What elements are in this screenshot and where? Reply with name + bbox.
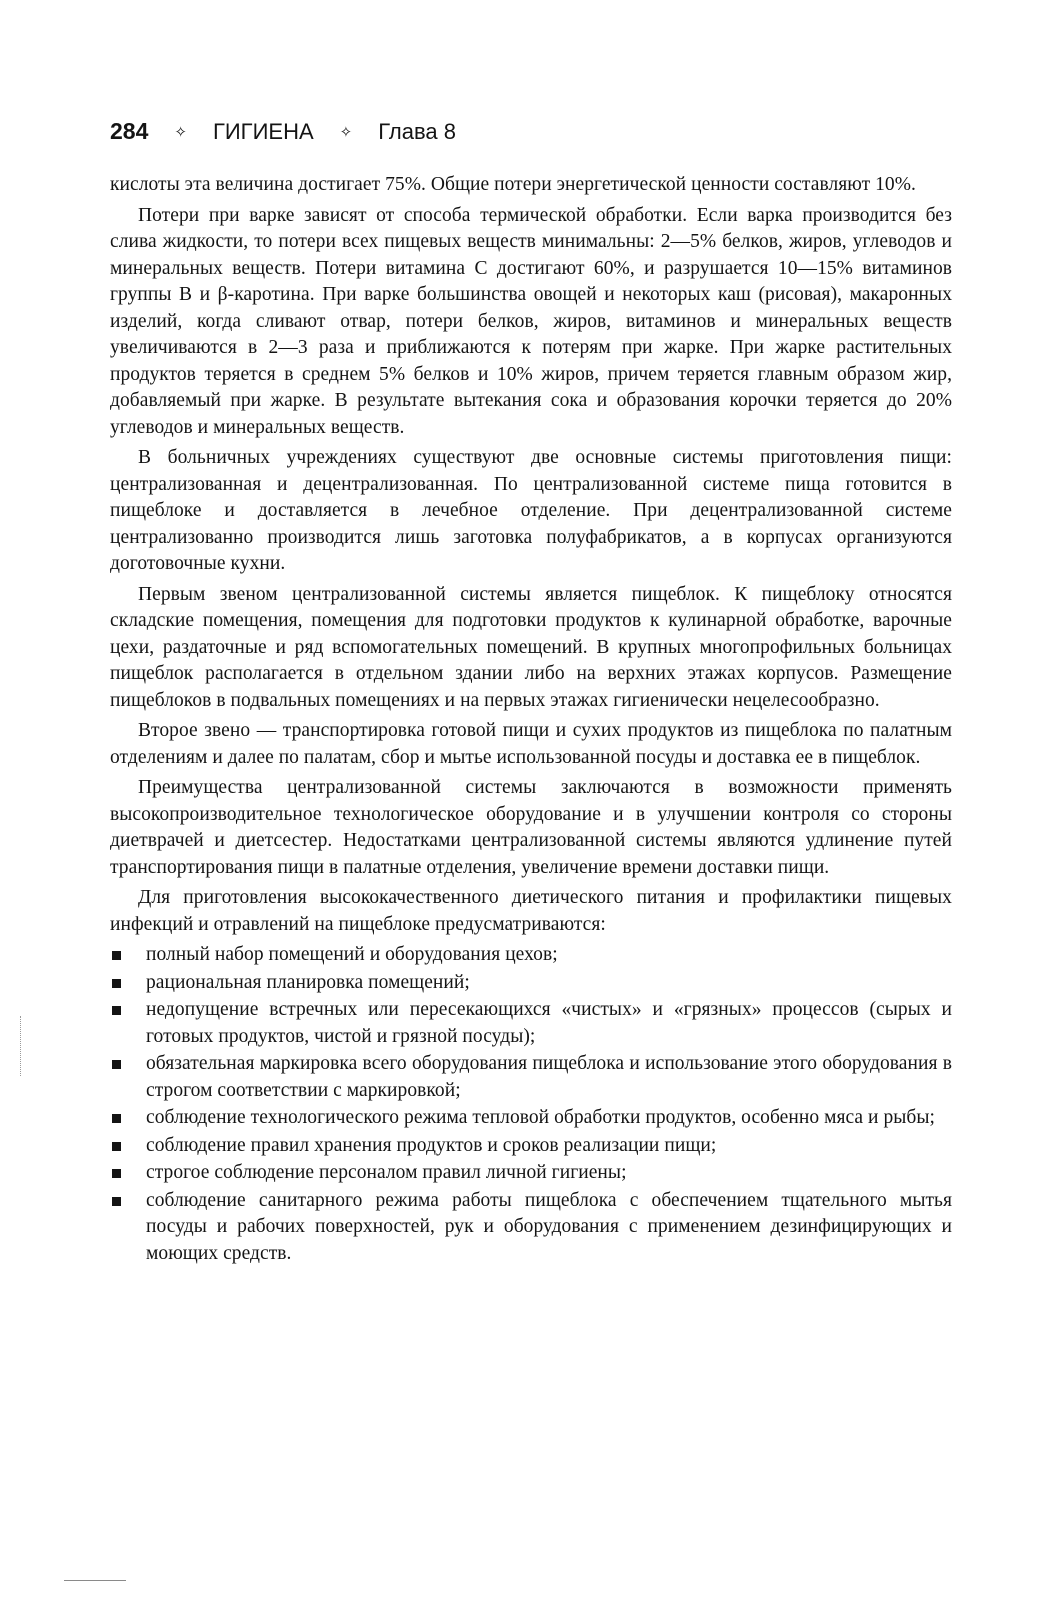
running-head	[110, 118, 952, 158]
list-item-text: рациональная планировка помещений;	[146, 971, 470, 993]
paragraph: Первым звеном централизованной системы является пищеблок. К пищеблоку относятся складские помещения, помещения для подготовки продуктов к кулинарной обработке, варочные цехи, раздаточные и ряд вспомогательных помещений. В крупных многопрофильных больницах пищеблок располагается в отдельном здании либо на верхних этажах корпусов. Размещение пищеблоков в подвальных помещениях и на первых этажах гигиенически нецелесообразно.	[110, 583, 952, 711]
book-page	[110, 118, 952, 1268]
bullet-icon	[112, 1006, 121, 1015]
list-item-text: соблюдение санитарного режима работы пищеблока с обеспечением тщательного мытья посуды и рабочих поверхностей, рук и оборудования с применением дезинфицирующих и моющих средств.	[146, 1189, 952, 1264]
list-item-text: обязательная маркировка всего оборудования пищеблока и использование этого оборудования в строгом соответствии с маркировкой;	[146, 1053, 952, 1101]
paragraph: Преимущества централизованной системы заключаются в возможности применять высокопроизводительное технологическое оборудование и в улучшении контроля со стороны диетврачей и диетсестер. Недостатками централизованной системы являются удлинение путей транспортирования пищи в палатные отделения, увеличение времени доставки пищи.	[110, 777, 952, 878]
list-item	[110, 1160, 952, 1187]
scan-bottom-mark	[64, 1580, 126, 1581]
bullet-icon	[112, 979, 121, 988]
paragraph: Второе звено — транспортировка готовой пищи и сухих продуктов из пищеблока по палатным отделениям и далее по палатам, сбор и мытье использованной посуды и доставка ее в пищеблок.	[110, 720, 952, 768]
list-item	[110, 970, 952, 997]
bullet-icon	[112, 1060, 121, 1069]
list-item-text: недопущение встречных или пересекающихся «чистых» и «грязных» процессов (сырых и готовых продуктов, чистой и грязной посуды);	[146, 999, 952, 1047]
paragraph: В больничных учреждениях существуют две основные системы приготовления пищи: централизованная и децентрализованная. По централизованной системе пища готовится в пищеблоке и доставляется в лечебное отделение. При децентрализованной системе централизованно производится лишь заготовка полуфабрикатов, а в корпусах организуются доготовочные кухни.	[110, 447, 952, 574]
list-item	[110, 1051, 952, 1104]
page-number: 284	[110, 118, 149, 144]
bullet-icon	[112, 1114, 121, 1123]
list-item	[110, 1105, 952, 1132]
bullet-icon	[112, 1197, 121, 1206]
book-title: ГИГИЕНА	[212, 119, 314, 144]
list-item-text: соблюдение технологического режима тепловой обработки продуктов, особенно мяса и рыбы;	[146, 1107, 936, 1128]
paragraph: Потери при варке зависят от способа термической обработки. Если варка производится без слива жидкости, то потери всех пищевых веществ минимальны: 2—5% белков, жиров, углеводов и минеральных веществ. Потери витамина С достигают 60%, и разрушается 10—15% витаминов группы В и β-каротина. При варке большинства овощей и некоторых каш (рисовая), макаронных изделий, когда сливают отвар, потери белков, жиров, витаминов и минеральных веществ увеличиваются в 2—3 раза и приближаются к потерям при жарке. При жарке растительных продуктов теряется в среднем 5% белков и 10% жиров, причем теряется главным образом жир, добавляемый при жарке. В результате вытекания сока и образования корочки теряется до 20% углеводов и минеральных веществ.	[110, 204, 952, 438]
ornament-icon: ✧	[174, 124, 187, 141]
list-item-text: строгое соблюдение персоналом правил личной гигиены;	[146, 1162, 627, 1183]
body-text	[110, 172, 952, 1267]
bullet-icon	[112, 1169, 121, 1178]
paragraph: Для приготовления высококачественного диетического питания и профилактики пищевых инфекций и отравлений на пищеблоке предусматриваются:	[110, 887, 952, 935]
bullet-icon	[112, 1142, 121, 1151]
paragraph: кислоты эта величина достигает 75%. Общие потери энергетической ценности составляют 10%.	[110, 174, 916, 195]
list-item	[110, 997, 952, 1050]
list-item-text: соблюдение правил хранения продуктов и сроков реализации пищи;	[146, 1134, 717, 1156]
list-item-text: полный набор помещений и оборудования цехов;	[146, 944, 558, 965]
ornament-icon: ✧	[339, 124, 353, 141]
scan-margin-mark	[20, 1016, 22, 1076]
requirements-list	[110, 942, 952, 1267]
chapter-label: Глава 8	[378, 119, 456, 144]
bullet-icon	[112, 951, 121, 960]
list-item	[110, 942, 952, 969]
list-item	[110, 1133, 952, 1160]
list-item	[110, 1188, 952, 1268]
